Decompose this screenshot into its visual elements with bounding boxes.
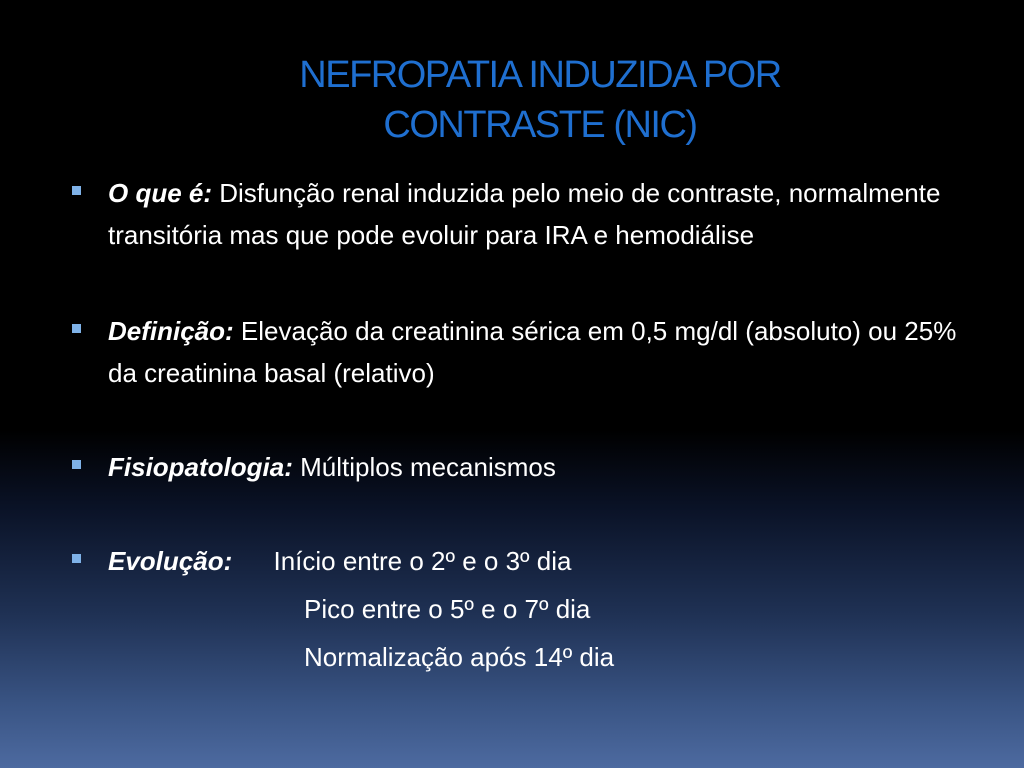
bullet-text: Elevação da creatinina sérica em 0,5 mg/dl (absoluto) ou 25% da creatinina basal (relativo) <box>108 316 957 388</box>
evolution-line-onset: Início entre o 2º e o 3º dia <box>273 546 572 576</box>
bullet-text: Disfunção renal induzida pelo meio de contraste, normalmente transitória mas que pode evoluir para IRA e hemodiálise <box>108 178 941 250</box>
square-bullet-icon <box>72 186 81 195</box>
bullet-evolution <box>72 540 972 678</box>
bullet-term: Definição: <box>108 316 234 346</box>
bullet-what-is <box>72 172 972 256</box>
bullet-term: O que é: <box>108 178 213 208</box>
bullet-term: Evolução: <box>108 546 233 576</box>
bullet-text: Múltiplos mecanismos <box>300 452 556 482</box>
slide-title-line-1: NEFROPATIA INDUZIDA POR <box>299 54 781 96</box>
slide-title-line-2: CONTRASTE (NIC) <box>383 104 697 146</box>
bullet-term: Fisiopatologia: <box>108 452 293 482</box>
bullet-list <box>72 172 972 678</box>
slide-title <box>200 50 880 150</box>
square-bullet-icon <box>72 324 81 333</box>
evolution-line-normalization: Normalização após 14º dia <box>304 642 615 672</box>
square-bullet-icon <box>72 554 81 563</box>
square-bullet-icon <box>72 460 81 469</box>
bullet-definition <box>72 310 972 394</box>
evolution-line-peak: Pico entre o 5º e o 7º dia <box>304 594 591 624</box>
bullet-physiopathology <box>72 446 972 488</box>
